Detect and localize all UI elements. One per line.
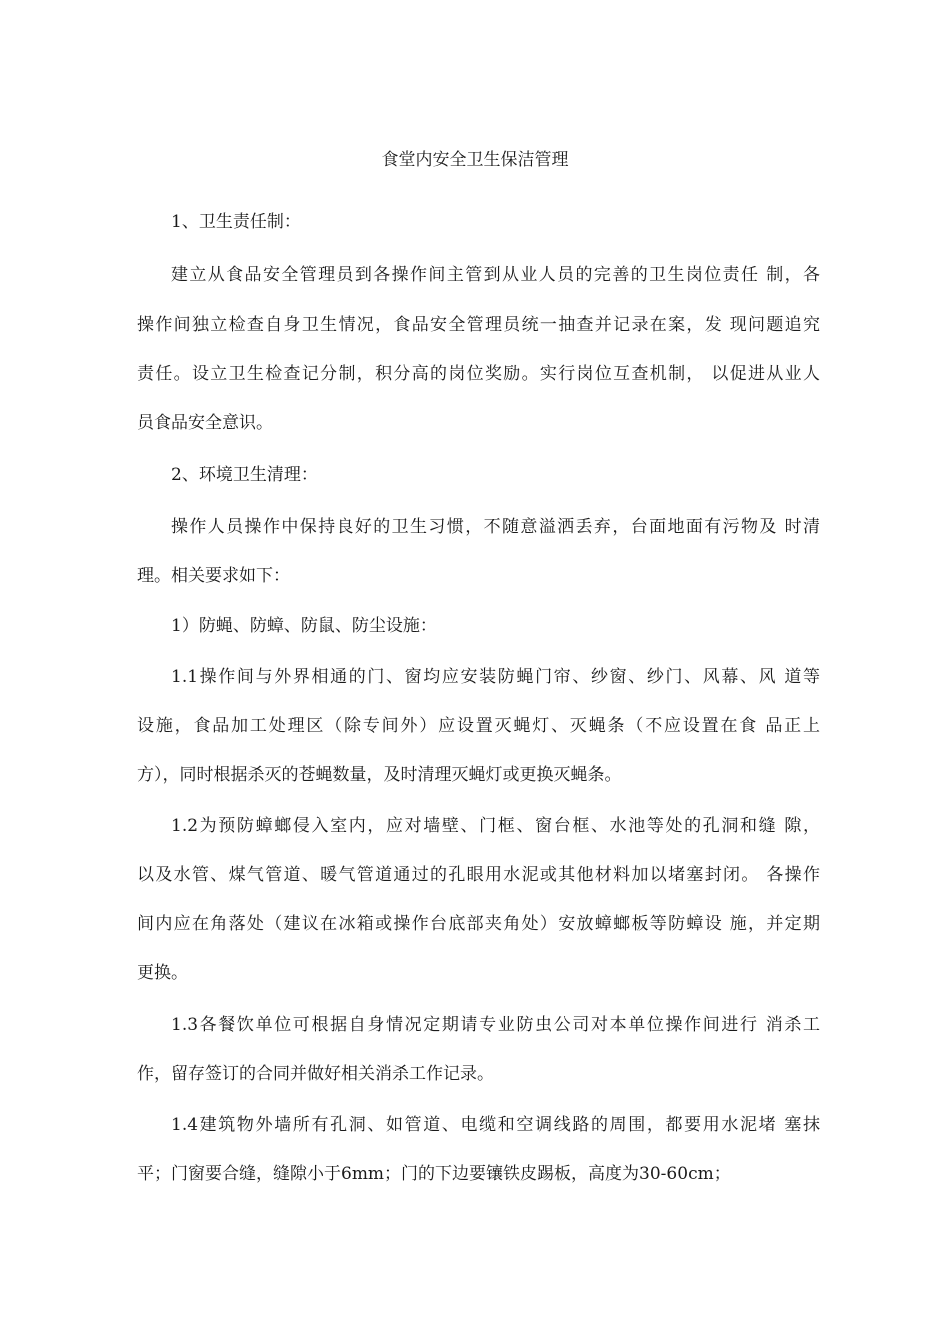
paragraph-line: 1.1操作间与外界相通的门、窗均应安装防蝇门帘、纱窗、纱门、风幕、风 道等	[171, 667, 820, 687]
paragraph-line: 方），同时根据杀灭的苍蝇数量，及时清理灭蝇灯或更换灭蝇条。	[137, 765, 622, 785]
paragraph-line: 作，留存签订的合同并做好相关消杀工作记录。	[137, 1064, 494, 1084]
section-heading-1: 1、卫生责任制：	[171, 212, 301, 232]
paragraph-line: 员食品安全意识。	[137, 413, 273, 433]
paragraph-line: 理。相关要求如下：	[137, 566, 290, 586]
paragraph-line: 更换。	[137, 963, 188, 983]
paragraph-line: 1.2为预防蟑螂侵入室内，应对墙壁、门框、窗台框、水池等处的孔洞和缝 隙，	[171, 816, 820, 836]
paragraph-line: 平；门窗要合缝，缝隙小于6mm；门的下边要镶铁皮踢板，高度为30-60cm；	[137, 1164, 731, 1184]
paragraph-line: 1.3各餐饮单位可根据自身情况定期请专业防虫公司对本单位操作间进行 消杀工	[171, 1015, 820, 1035]
paragraph-line: 1.4建筑物外墙所有孔洞、如管道、电缆和空调线路的周围，都要用水泥堵 塞抹	[171, 1115, 820, 1135]
subsection-heading: 1）防蝇、防蟑、防鼠、防尘设施：	[171, 616, 437, 636]
section-heading-2: 2、环境卫生清理：	[171, 465, 318, 485]
paragraph-line: 责任。设立卫生检查记分制，积分高的岗位奖励。实行岗位互查机制， 以促进从业人	[137, 364, 820, 384]
paragraph-line: 操作人员操作中保持良好的卫生习惯，不随意溢洒丢弃，台面地面有污物及 时清	[171, 517, 820, 537]
document-title: 食堂内安全卫生保洁管理	[381, 150, 569, 170]
paragraph-line: 建立从食品安全管理员到各操作间主管到从业人员的完善的卫生岗位责任 制，各	[171, 265, 820, 285]
paragraph-line: 以及水管、煤气管道、暖气管道通过的孔眼用水泥或其他材料加以堵塞封闭。 各操作	[137, 865, 820, 885]
paragraph-line: 操作间独立检查自身卫生情况，食品安全管理员统一抽查并记录在案，发 现问题追究	[137, 315, 820, 335]
paragraph-line: 设施，食品加工处理区（除专间外）应设置灭蝇灯、灭蝇条（不应设置在食 品正上	[137, 716, 820, 736]
paragraph-line: 间内应在角落处（建议在冰箱或操作台底部夹角处）安放蟑螂板等防蟑设 施，并定期	[137, 914, 820, 934]
